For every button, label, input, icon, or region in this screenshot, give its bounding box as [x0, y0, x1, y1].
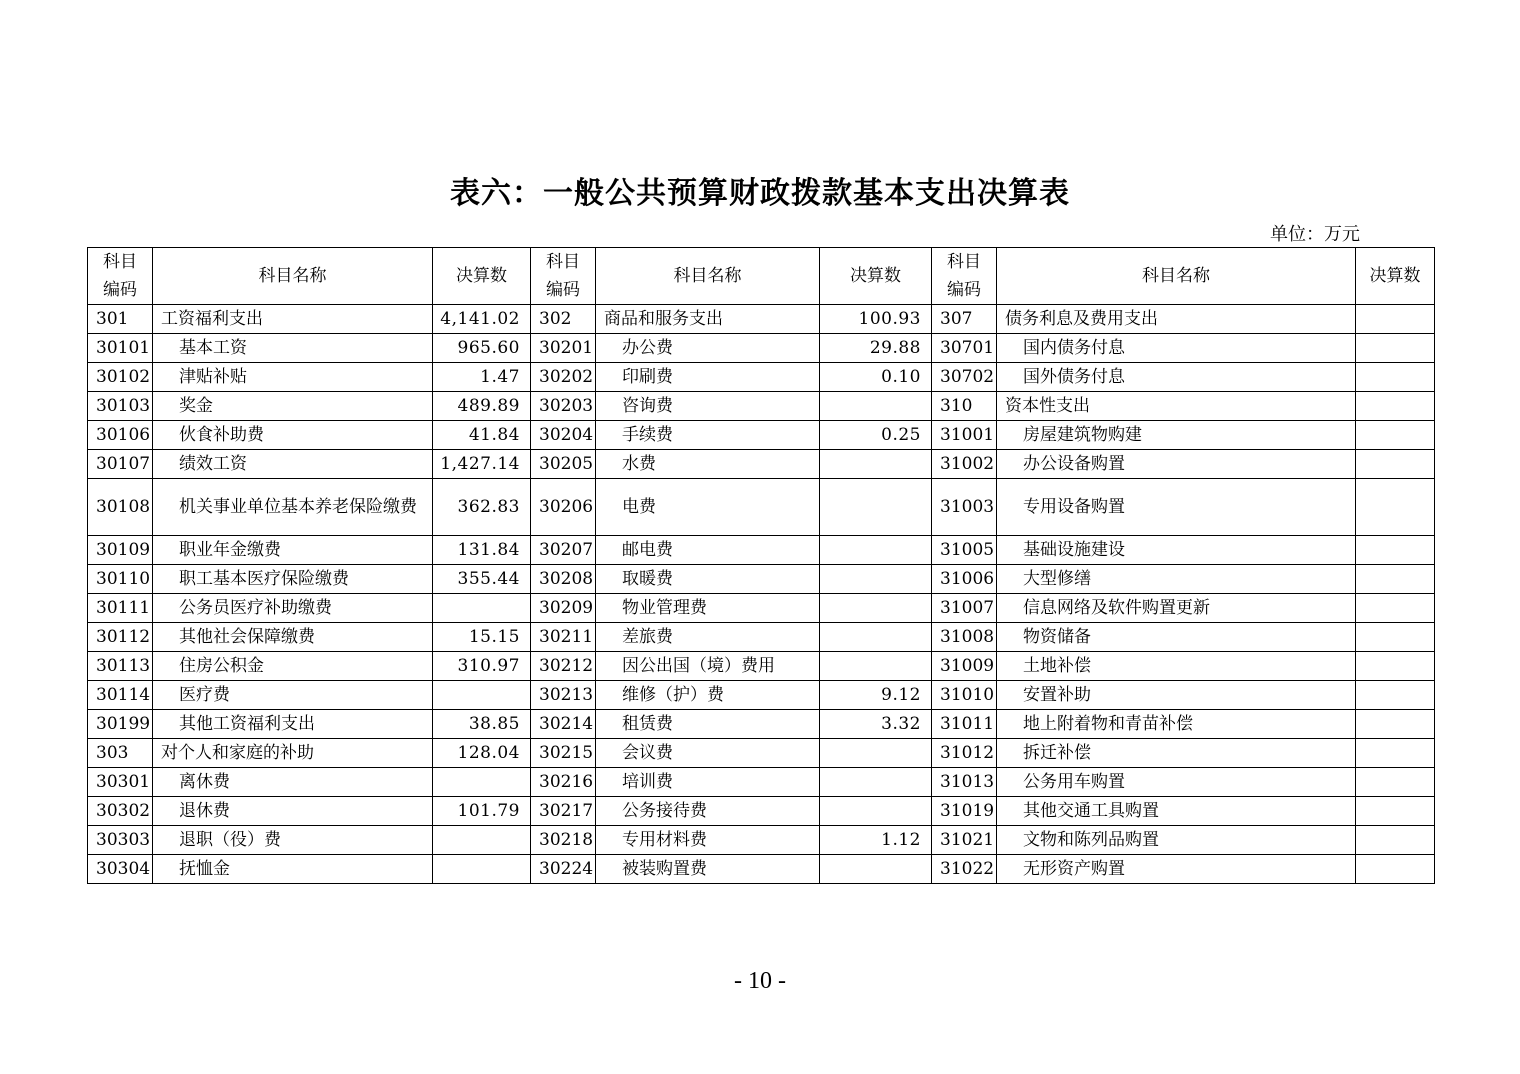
account-name: 绩效工资 [153, 450, 433, 479]
account-code: 30224 [531, 855, 596, 884]
account-name: 邮电费 [596, 536, 820, 565]
account-code: 31021 [932, 826, 997, 855]
table-row [88, 710, 1435, 739]
account-code: 30216 [531, 768, 596, 797]
account-code: 31019 [932, 797, 997, 826]
account-name: 其他工资福利支出 [153, 710, 433, 739]
account-name: 电费 [596, 479, 820, 536]
account-name: 因公出国（境）费用 [596, 652, 820, 681]
amount-header: 决算数 [433, 248, 531, 305]
account-code: 31009 [932, 652, 997, 681]
account-code: 30302 [88, 797, 153, 826]
table-row [88, 450, 1435, 479]
amount-value [433, 681, 531, 710]
amount-value [1356, 565, 1435, 594]
account-name: 商品和服务支出 [596, 305, 820, 334]
amount-value: 355.44 [433, 565, 531, 594]
account-name: 职工基本医疗保险缴费 [153, 565, 433, 594]
account-name: 安置补助 [997, 681, 1356, 710]
account-code: 30209 [531, 594, 596, 623]
table-row [88, 739, 1435, 768]
amount-value [1356, 681, 1435, 710]
account-code: 30204 [531, 421, 596, 450]
account-name: 水费 [596, 450, 820, 479]
account-name: 债务利息及费用支出 [997, 305, 1356, 334]
account-name: 退职（役）费 [153, 826, 433, 855]
account-name: 物资储备 [997, 623, 1356, 652]
name-header: 科目名称 [596, 248, 820, 305]
account-code: 30107 [88, 450, 153, 479]
account-name: 土地补偿 [997, 652, 1356, 681]
account-code: 30214 [531, 710, 596, 739]
amount-value: 362.83 [433, 479, 531, 536]
amount-value: 310.97 [433, 652, 531, 681]
account-code: 31001 [932, 421, 997, 450]
amount-value: 965.60 [433, 334, 531, 363]
account-code: 31008 [932, 623, 997, 652]
table-row [88, 652, 1435, 681]
amount-value [820, 768, 932, 797]
account-name: 办公设备购置 [997, 450, 1356, 479]
account-name: 医疗费 [153, 681, 433, 710]
amount-value [1356, 768, 1435, 797]
account-code: 31003 [932, 479, 997, 536]
account-code: 30218 [531, 826, 596, 855]
account-code: 30701 [932, 334, 997, 363]
account-name: 奖金 [153, 392, 433, 421]
account-name: 手续费 [596, 421, 820, 450]
account-name: 印刷费 [596, 363, 820, 392]
account-code: 31013 [932, 768, 997, 797]
account-name: 公务用车购置 [997, 768, 1356, 797]
account-code: 30207 [531, 536, 596, 565]
amount-header: 决算数 [1356, 248, 1435, 305]
amount-value: 1,427.14 [433, 450, 531, 479]
account-name: 物业管理费 [596, 594, 820, 623]
amount-value [1356, 594, 1435, 623]
account-code: 310 [932, 392, 997, 421]
account-name: 大型修缮 [997, 565, 1356, 594]
account-code: 30103 [88, 392, 153, 421]
account-code: 31007 [932, 594, 997, 623]
amount-value [820, 797, 932, 826]
account-name: 津贴补贴 [153, 363, 433, 392]
account-name: 咨询费 [596, 392, 820, 421]
account-name: 培训费 [596, 768, 820, 797]
table-row [88, 594, 1435, 623]
account-code: 30112 [88, 623, 153, 652]
account-code: 30102 [88, 363, 153, 392]
account-code: 30211 [531, 623, 596, 652]
account-code: 31011 [932, 710, 997, 739]
amount-value [1356, 623, 1435, 652]
amount-value [820, 536, 932, 565]
account-name: 信息网络及软件购置更新 [997, 594, 1356, 623]
account-code: 302 [531, 305, 596, 334]
amount-value [1356, 652, 1435, 681]
account-code: 30205 [531, 450, 596, 479]
account-code: 30304 [88, 855, 153, 884]
account-name: 取暖费 [596, 565, 820, 594]
amount-value [1356, 334, 1435, 363]
account-name: 公务接待费 [596, 797, 820, 826]
table-row [88, 479, 1435, 536]
table-row [88, 623, 1435, 652]
account-name: 退休费 [153, 797, 433, 826]
account-code: 31010 [932, 681, 997, 710]
account-code: 30212 [531, 652, 596, 681]
account-code: 30202 [531, 363, 596, 392]
account-name: 租赁费 [596, 710, 820, 739]
amount-value [820, 855, 932, 884]
account-name: 被装购置费 [596, 855, 820, 884]
account-code: 30111 [88, 594, 153, 623]
account-name: 地上附着物和青苗补偿 [997, 710, 1356, 739]
amount-value: 0.10 [820, 363, 932, 392]
account-name: 文物和陈列品购置 [997, 826, 1356, 855]
unit-label: 单位：万元 [1270, 224, 1360, 245]
amount-value [1356, 739, 1435, 768]
table-row [88, 826, 1435, 855]
amount-value [1356, 305, 1435, 334]
amount-value [1356, 421, 1435, 450]
account-name: 无形资产购置 [997, 855, 1356, 884]
table-row [88, 797, 1435, 826]
account-code: 30106 [88, 421, 153, 450]
account-code: 30213 [531, 681, 596, 710]
account-name: 其他社会保障缴费 [153, 623, 433, 652]
header-row [88, 248, 1435, 305]
account-name: 基本工资 [153, 334, 433, 363]
account-code: 31012 [932, 739, 997, 768]
account-name: 工资福利支出 [153, 305, 433, 334]
table-row [88, 768, 1435, 797]
name-header: 科目名称 [153, 248, 433, 305]
code-header: 科目 编码 [531, 248, 596, 305]
table-row [88, 392, 1435, 421]
account-name: 基础设施建设 [997, 536, 1356, 565]
code-header: 科目 编码 [932, 248, 997, 305]
table-body [88, 305, 1435, 884]
amount-value: 15.15 [433, 623, 531, 652]
account-code: 30206 [531, 479, 596, 536]
account-name: 对个人和家庭的补助 [153, 739, 433, 768]
account-code: 30217 [531, 797, 596, 826]
account-name: 维修（护）费 [596, 681, 820, 710]
amount-value: 131.84 [433, 536, 531, 565]
account-code: 30109 [88, 536, 153, 565]
account-name: 差旅费 [596, 623, 820, 652]
amount-value [820, 392, 932, 421]
amount-value [820, 623, 932, 652]
amount-value: 29.88 [820, 334, 932, 363]
amount-value [820, 739, 932, 768]
account-code: 30203 [531, 392, 596, 421]
amount-value: 100.93 [820, 305, 932, 334]
account-code: 31005 [932, 536, 997, 565]
account-code: 30215 [531, 739, 596, 768]
amount-value: 128.04 [433, 739, 531, 768]
account-name: 抚恤金 [153, 855, 433, 884]
account-code: 31006 [932, 565, 997, 594]
name-header: 科目名称 [997, 248, 1356, 305]
table-row [88, 681, 1435, 710]
amount-value [1356, 363, 1435, 392]
code-header: 科目 编码 [88, 248, 153, 305]
account-name: 国内债务付息 [997, 334, 1356, 363]
table-row [88, 855, 1435, 884]
amount-value: 1.12 [820, 826, 932, 855]
amount-value [820, 479, 932, 536]
account-name: 住房公积金 [153, 652, 433, 681]
account-name: 拆迁补偿 [997, 739, 1356, 768]
amount-value [433, 826, 531, 855]
amount-value [433, 768, 531, 797]
amount-value [1356, 479, 1435, 536]
amount-value [820, 450, 932, 479]
account-code: 30101 [88, 334, 153, 363]
account-name: 伙食补助费 [153, 421, 433, 450]
account-name: 专用材料费 [596, 826, 820, 855]
account-name: 会议费 [596, 739, 820, 768]
amount-value [820, 594, 932, 623]
account-name: 机关事业单位基本养老保险缴费 [153, 479, 433, 536]
amount-value: 3.32 [820, 710, 932, 739]
amount-value: 0.25 [820, 421, 932, 450]
amount-value: 38.85 [433, 710, 531, 739]
table-row [88, 421, 1435, 450]
account-name: 国外债务付息 [997, 363, 1356, 392]
account-name: 公务员医疗补助缴费 [153, 594, 433, 623]
amount-value: 41.84 [433, 421, 531, 450]
account-code: 303 [88, 739, 153, 768]
account-name: 其他交通工具购置 [997, 797, 1356, 826]
amount-value: 9.12 [820, 681, 932, 710]
amount-value: 489.89 [433, 392, 531, 421]
table-row [88, 305, 1435, 334]
page-number: - 10 - [734, 968, 786, 994]
account-code: 30208 [531, 565, 596, 594]
account-code: 30199 [88, 710, 153, 739]
account-name: 办公费 [596, 334, 820, 363]
account-code: 30303 [88, 826, 153, 855]
account-name: 专用设备购置 [997, 479, 1356, 536]
amount-header: 决算数 [820, 248, 932, 305]
amount-value [433, 855, 531, 884]
amount-value [1356, 536, 1435, 565]
account-code: 307 [932, 305, 997, 334]
table-row [88, 536, 1435, 565]
account-name: 房屋建筑物购建 [997, 421, 1356, 450]
amount-value [1356, 797, 1435, 826]
account-name: 职业年金缴费 [153, 536, 433, 565]
account-code: 30702 [932, 363, 997, 392]
amount-value [1356, 710, 1435, 739]
page-title: 表六：一般公共预算财政拨款基本支出决算表 [450, 176, 1070, 211]
account-code: 31002 [932, 450, 997, 479]
account-code: 30301 [88, 768, 153, 797]
account-name: 离休费 [153, 768, 433, 797]
amount-value [1356, 826, 1435, 855]
amount-value [1356, 855, 1435, 884]
amount-value [433, 594, 531, 623]
amount-value [820, 565, 932, 594]
account-code: 30113 [88, 652, 153, 681]
table-row [88, 565, 1435, 594]
table-row [88, 334, 1435, 363]
account-code: 30201 [531, 334, 596, 363]
table-row [88, 363, 1435, 392]
amount-value: 101.79 [433, 797, 531, 826]
amount-value [820, 652, 932, 681]
account-name: 资本性支出 [997, 392, 1356, 421]
amount-value [1356, 450, 1435, 479]
amount-value [1356, 392, 1435, 421]
account-code: 30114 [88, 681, 153, 710]
account-code: 31022 [932, 855, 997, 884]
expenditure-table [87, 247, 1435, 884]
account-code: 301 [88, 305, 153, 334]
account-code: 30108 [88, 479, 153, 536]
account-code: 30110 [88, 565, 153, 594]
amount-value: 4,141.02 [433, 305, 531, 334]
amount-value: 1.47 [433, 363, 531, 392]
